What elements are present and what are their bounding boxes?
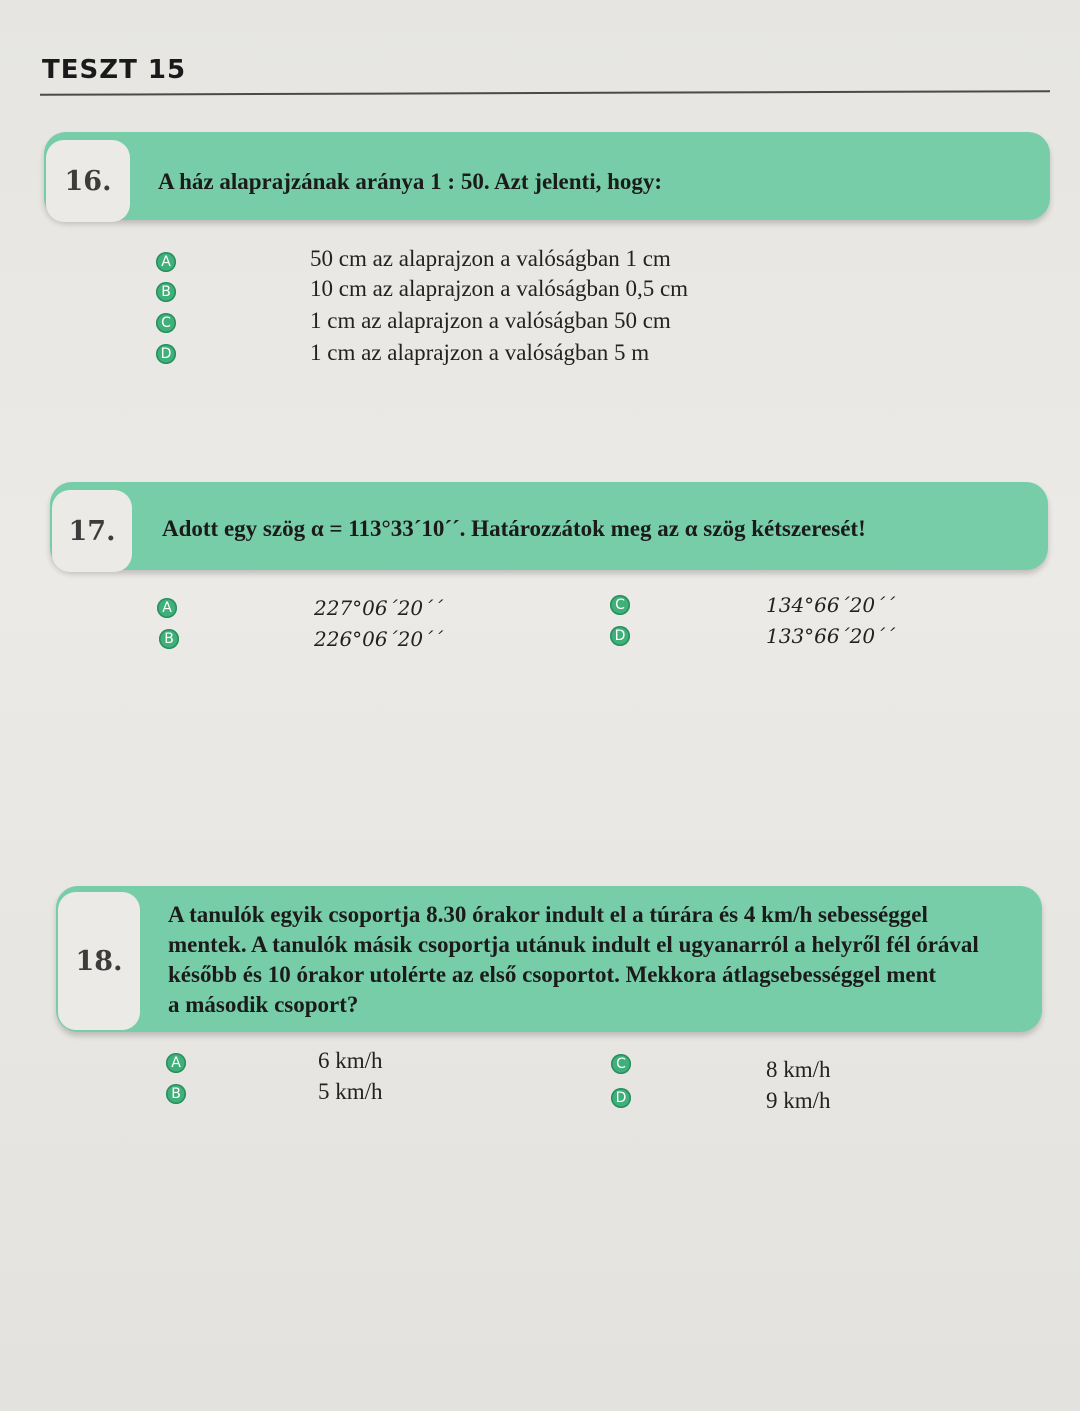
answer-c-badge[interactable]: C — [156, 313, 176, 333]
header-divider — [40, 90, 1050, 96]
answer-a-text: 227°06´20´´ — [314, 596, 444, 620]
question-18-line-4: a második csoport? — [168, 992, 359, 1017]
answer-a-badge[interactable]: A — [166, 1053, 186, 1073]
answer-d-text: 1 cm az alaprajzon a valóságban 5 m — [310, 340, 650, 365]
question-18-line-1: A tanulók egyik csoportja 8.30 órakor indult el a túrára és 4 km/h sebességgel — [168, 902, 928, 927]
answer-b-text: 10 cm az alaprajzon a valóságban 0,5 cm — [310, 276, 689, 301]
answer-c-text: 1 cm az alaprajzon a valóságban 50 cm — [310, 308, 671, 333]
question-16-number: 16. — [46, 140, 130, 222]
answer-b-text: 226°06´20´´ — [314, 627, 444, 651]
question-18-line-2: mentek. A tanulók másik csoportja utánuk indult el ugyanarról a helyről fél órával — [168, 932, 979, 957]
question-18-line-3: később és 10 órakor utolérte az első csoportot. Mekkora átlagsebességgel ment — [168, 962, 937, 987]
answer-c-badge[interactable]: C — [611, 1054, 631, 1074]
answer-d-badge[interactable]: D — [610, 626, 630, 646]
answer-c-text: 8 km/h — [766, 1057, 831, 1082]
question-18-number: 18. — [58, 892, 140, 1030]
answer-d-badge[interactable]: D — [156, 344, 176, 364]
question-18-text — [168, 900, 1014, 1020]
answer-c-text: 134°66´20´´ — [766, 593, 896, 617]
answer-a-text: 6 km/h — [318, 1048, 383, 1073]
answer-a-text: 50 cm az alaprajzon a valóságban 1 cm — [310, 246, 671, 271]
question-17-text: Adott egy szög α = 113°33´10´´. Határozzátok meg az α szög kétszeresét! — [162, 516, 866, 541]
answer-d-text: 133°66´20´´ — [766, 624, 896, 648]
answer-d-text: 9 km/h — [766, 1088, 831, 1113]
answer-a-badge[interactable]: A — [156, 252, 176, 272]
answer-b-text: 5 km/h — [318, 1079, 383, 1104]
answer-b-badge[interactable]: B — [159, 629, 179, 649]
question-17-number: 17. — [52, 490, 132, 572]
answer-b-badge[interactable]: B — [166, 1084, 186, 1104]
answer-a-badge[interactable]: A — [157, 598, 177, 618]
answer-c-badge[interactable]: C — [610, 595, 630, 615]
page-title: TESZT 15 — [42, 55, 187, 85]
answer-b-badge[interactable]: B — [156, 282, 176, 302]
question-16-text: A ház alaprajzának aránya 1 : 50. Azt jelenti, hogy: — [158, 169, 663, 194]
answer-d-badge[interactable]: D — [611, 1088, 631, 1108]
